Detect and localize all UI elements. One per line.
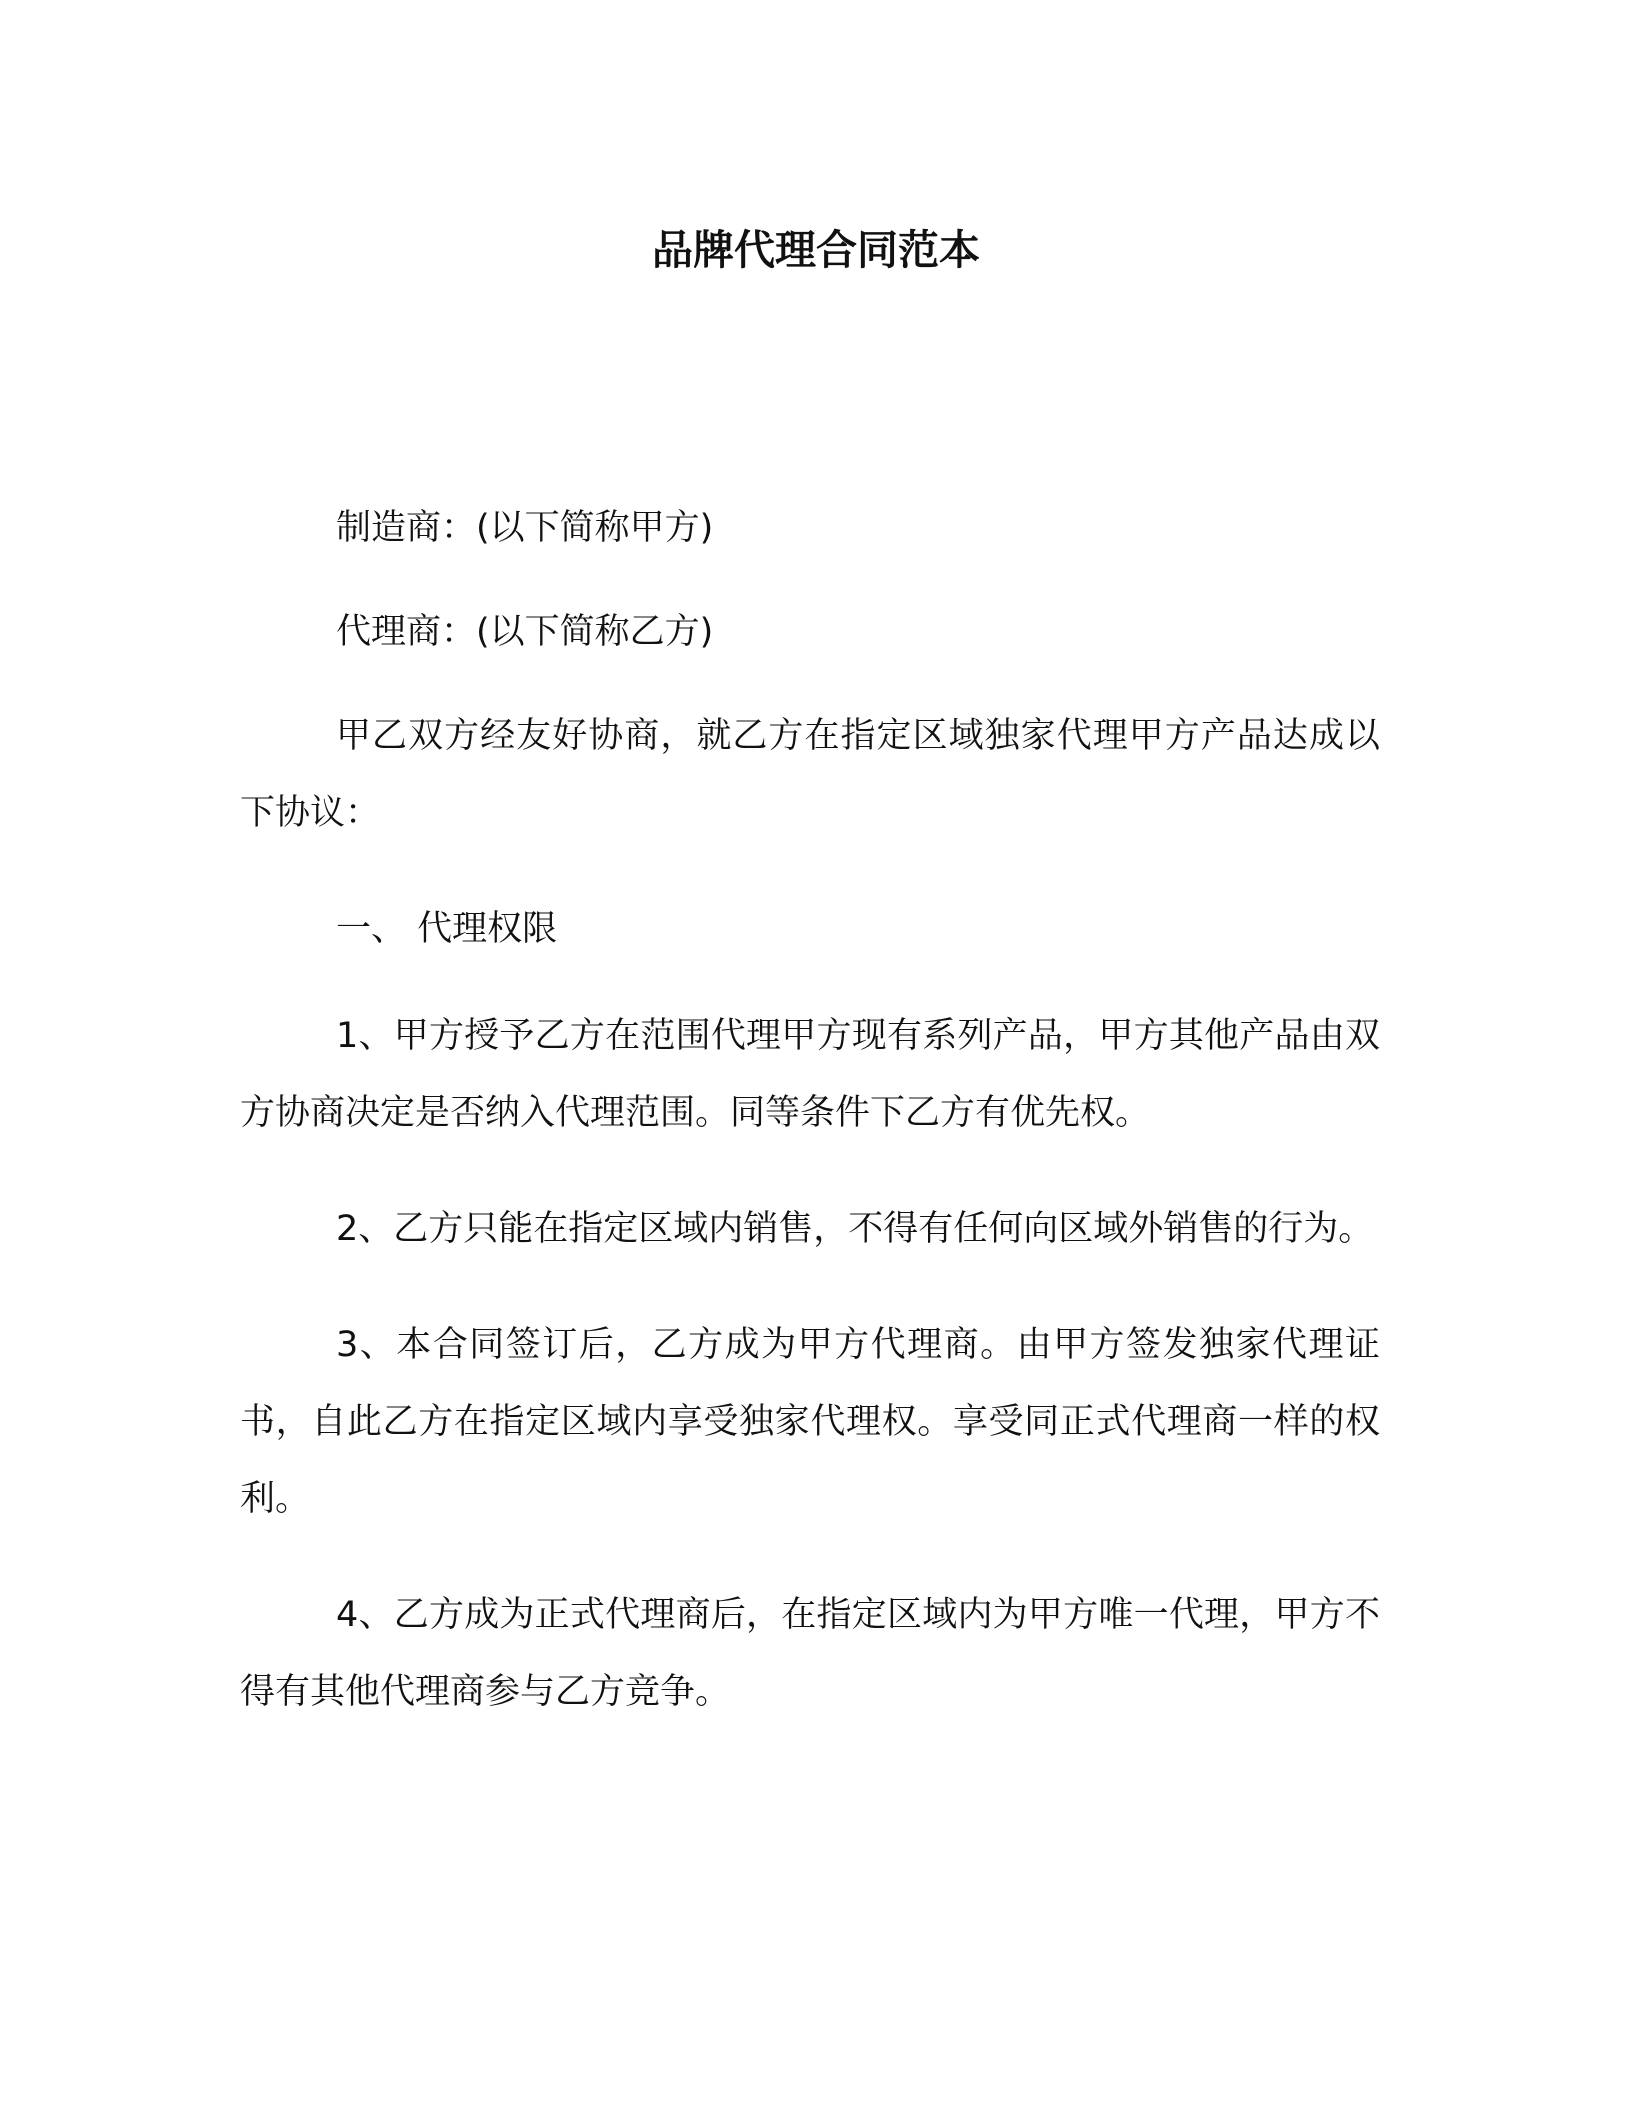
agent-line: 代理商：(以下简称乙方): [336, 612, 714, 652]
intro-paragraph: 甲乙双方经友好协商，就乙方在指定区域独家代理甲方产品达成以下协议：: [240, 716, 1380, 833]
clause-2: 2、乙方只能在指定区域内销售，不得有任何向区域外销售的行为。: [336, 1209, 1374, 1249]
clause-3: 3、本合同签订后，乙方成为甲方代理商。由甲方签发独家代理证书，自此乙方在指定区域内享受独家代理权。享受同正式代理商一样的权利。: [240, 1325, 1380, 1519]
section-heading: 一、 代理权限: [336, 909, 558, 949]
manufacturer-line: 制造商：(以下简称甲方): [336, 508, 714, 548]
section-agency-rights: [240, 891, 1380, 1731]
clause-4: 4、乙方成为正式代理商后，在指定区域内为甲方唯一代理，甲方不得有其他代理商参与乙方竞争。: [240, 1595, 1380, 1712]
document-title: 品牌代理合同范本: [652, 226, 980, 274]
clause-1: 1、甲方授予乙方在范围代理甲方现有系列产品，甲方其他产品由双方协商决定是否纳入代理范围。同等条件下乙方有优先权。: [240, 1016, 1380, 1133]
document-body: [240, 490, 1380, 1770]
